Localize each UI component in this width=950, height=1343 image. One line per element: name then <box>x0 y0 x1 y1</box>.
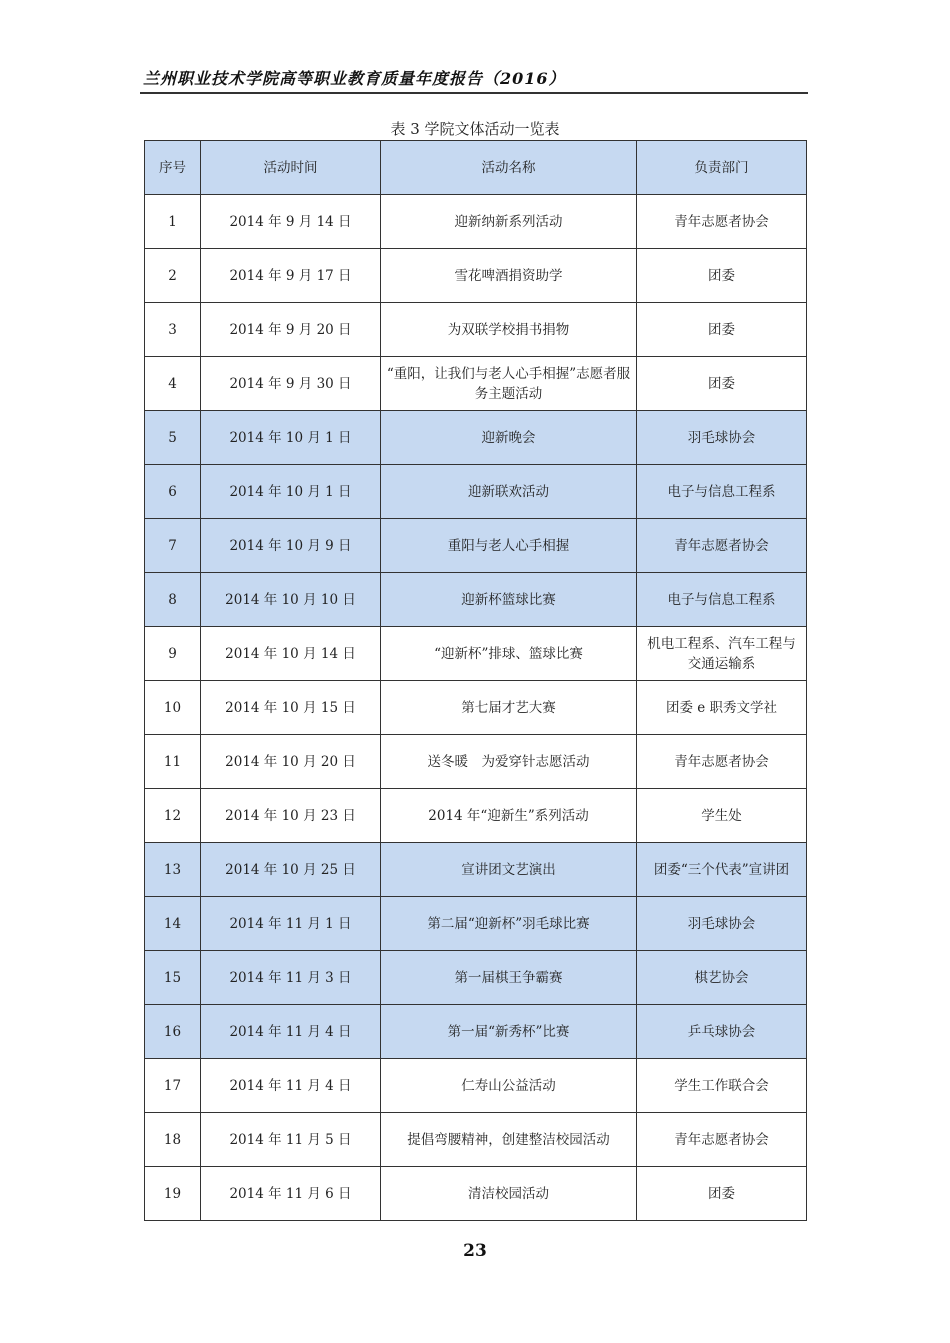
cell-department: 羽毛球协会 <box>637 411 807 465</box>
cell-date: 2014 年 10 月 25 日 <box>201 843 381 897</box>
cell-no: 6 <box>145 465 201 519</box>
cell-department: 学生工作联合会 <box>637 1059 807 1113</box>
cell-no: 12 <box>145 789 201 843</box>
table-row <box>145 735 807 789</box>
table-row <box>145 627 807 681</box>
cell-no: 11 <box>145 735 201 789</box>
cell-date: 2014 年 11 月 6 日 <box>201 1167 381 1221</box>
cell-no: 8 <box>145 573 201 627</box>
cell-no: 10 <box>145 681 201 735</box>
cell-department: 团委 <box>637 303 807 357</box>
table-row <box>145 249 807 303</box>
cell-date: 2014 年 10 月 10 日 <box>201 573 381 627</box>
cell-department: 青年志愿者协会 <box>637 519 807 573</box>
cell-department: 乒乓球协会 <box>637 1005 807 1059</box>
cell-activity-name: 重阳与老人心手相握 <box>381 519 637 573</box>
cell-department: 团委 e 职秀文学社 <box>637 681 807 735</box>
header-divider <box>140 92 808 94</box>
cell-date: 2014 年 10 月 9 日 <box>201 519 381 573</box>
table-row <box>145 843 807 897</box>
cell-no: 7 <box>145 519 201 573</box>
cell-date: 2014 年 11 月 1 日 <box>201 897 381 951</box>
cell-department: 电子与信息工程系 <box>637 573 807 627</box>
cell-department: 团委“三个代表”宣讲团 <box>637 843 807 897</box>
table-header-row <box>145 141 807 195</box>
page-number: 23 <box>463 1241 487 1261</box>
cell-no: 17 <box>145 1059 201 1113</box>
table-body <box>145 195 807 1221</box>
cell-date: 2014 年 9 月 17 日 <box>201 249 381 303</box>
cell-date: 2014 年 10 月 1 日 <box>201 411 381 465</box>
header-no: 序号 <box>145 141 201 195</box>
table-caption: 表 3 学院文体活动一览表 <box>390 120 560 138</box>
cell-no: 2 <box>145 249 201 303</box>
cell-date: 2014 年 11 月 3 日 <box>201 951 381 1005</box>
cell-date: 2014 年 9 月 20 日 <box>201 303 381 357</box>
cell-activity-name: 雪花啤酒捐资助学 <box>381 249 637 303</box>
cell-date: 2014 年 11 月 4 日 <box>201 1005 381 1059</box>
activities-table-container <box>144 140 807 1221</box>
header-date: 活动时间 <box>201 141 381 195</box>
cell-no: 4 <box>145 357 201 411</box>
table-row <box>145 303 807 357</box>
cell-activity-name: 2014 年“迎新生”系列活动 <box>381 789 637 843</box>
table-row <box>145 951 807 1005</box>
cell-date: 2014 年 10 月 14 日 <box>201 627 381 681</box>
cell-department: 团委 <box>637 249 807 303</box>
cell-activity-name: 送冬暖 为爱穿针志愿活动 <box>381 735 637 789</box>
cell-department: 团委 <box>637 1167 807 1221</box>
cell-activity-name: 迎新晚会 <box>381 411 637 465</box>
cell-activity-name: 第一届“新秀杯”比赛 <box>381 1005 637 1059</box>
table-row <box>145 1005 807 1059</box>
cell-date: 2014 年 11 月 5 日 <box>201 1113 381 1167</box>
cell-department: 青年志愿者协会 <box>637 195 807 249</box>
cell-department: 羽毛球协会 <box>637 897 807 951</box>
cell-date: 2014 年 9 月 14 日 <box>201 195 381 249</box>
cell-department: 机电工程系、汽车工程与交通运输系 <box>637 627 807 681</box>
cell-date: 2014 年 10 月 23 日 <box>201 789 381 843</box>
cell-date: 2014 年 10 月 20 日 <box>201 735 381 789</box>
table-row <box>145 1113 807 1167</box>
cell-activity-name: 迎新纳新系列活动 <box>381 195 637 249</box>
cell-no: 5 <box>145 411 201 465</box>
cell-activity-name: 第七届才艺大赛 <box>381 681 637 735</box>
cell-no: 1 <box>145 195 201 249</box>
table-row <box>145 681 807 735</box>
header-name: 活动名称 <box>381 141 637 195</box>
cell-activity-name: “迎新杯”排球、篮球比赛 <box>381 627 637 681</box>
cell-no: 16 <box>145 1005 201 1059</box>
cell-activity-name: “重阳，让我们与老人心手相握”志愿者服务主题活动 <box>381 357 637 411</box>
cell-activity-name: 迎新联欢活动 <box>381 465 637 519</box>
table-row <box>145 195 807 249</box>
activities-table <box>144 140 807 1221</box>
table-row <box>145 789 807 843</box>
table-row <box>145 465 807 519</box>
cell-no: 3 <box>145 303 201 357</box>
table-row <box>145 573 807 627</box>
cell-activity-name: 第一届棋王争霸赛 <box>381 951 637 1005</box>
cell-department: 团委 <box>637 357 807 411</box>
cell-department: 棋艺协会 <box>637 951 807 1005</box>
cell-activity-name: 迎新杯篮球比赛 <box>381 573 637 627</box>
cell-activity-name: 提倡弯腰精神，创建整洁校园活动 <box>381 1113 637 1167</box>
cell-no: 15 <box>145 951 201 1005</box>
cell-department: 青年志愿者协会 <box>637 735 807 789</box>
cell-no: 9 <box>145 627 201 681</box>
cell-date: 2014 年 10 月 1 日 <box>201 465 381 519</box>
cell-date: 2014 年 10 月 15 日 <box>201 681 381 735</box>
header-dept: 负责部门 <box>637 141 807 195</box>
report-header-title: 兰州职业技术学院高等职业教育质量年度报告（2016） <box>143 69 566 88</box>
cell-no: 19 <box>145 1167 201 1221</box>
table-row <box>145 519 807 573</box>
cell-activity-name: 宣讲团文艺演出 <box>381 843 637 897</box>
cell-department: 学生处 <box>637 789 807 843</box>
table-row <box>145 1059 807 1113</box>
cell-department: 电子与信息工程系 <box>637 465 807 519</box>
cell-department: 青年志愿者协会 <box>637 1113 807 1167</box>
table-row <box>145 1167 807 1221</box>
cell-activity-name: 第二届“迎新杯”羽毛球比赛 <box>381 897 637 951</box>
cell-no: 13 <box>145 843 201 897</box>
cell-activity-name: 清洁校园活动 <box>381 1167 637 1221</box>
cell-activity-name: 为双联学校捐书捐物 <box>381 303 637 357</box>
table-row <box>145 411 807 465</box>
table-row <box>145 897 807 951</box>
cell-activity-name: 仁寿山公益活动 <box>381 1059 637 1113</box>
table-row <box>145 357 807 411</box>
cell-no: 14 <box>145 897 201 951</box>
cell-date: 2014 年 11 月 4 日 <box>201 1059 381 1113</box>
cell-date: 2014 年 9 月 30 日 <box>201 357 381 411</box>
cell-no: 18 <box>145 1113 201 1167</box>
